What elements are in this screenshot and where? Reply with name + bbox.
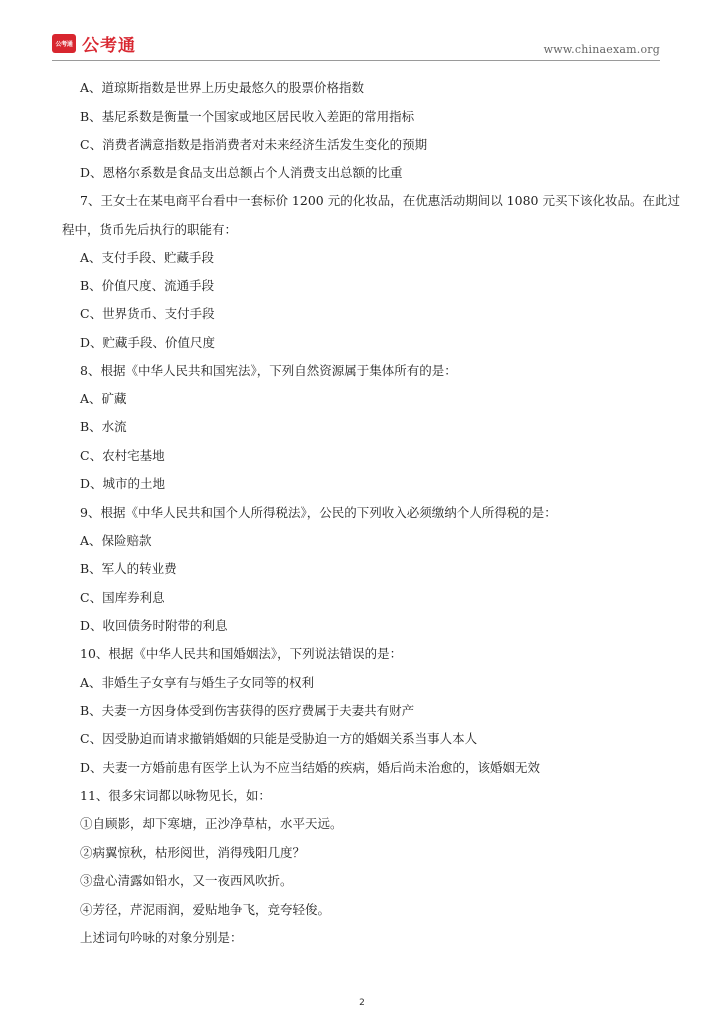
option-line: C、农村宅基地 (80, 448, 165, 463)
option-line: B、基尼系数是衡量一个国家或地区居民收入差距的常用指标 (80, 109, 415, 124)
option-line: D、城市的土地 (80, 476, 166, 491)
option-line: A、矿藏 (80, 391, 127, 406)
question-line: 上述词句吟咏的对象分别是： (80, 930, 243, 945)
option-line: B、水流 (80, 419, 127, 434)
option-line: B、夫妻一方因身体受到伤害获得的医疗费属于夫妻共有财产 (80, 703, 415, 718)
option-line: A、非婚生子女享有与婚生子女同等的权利 (80, 675, 315, 690)
page-number: 2 (359, 998, 365, 1008)
logo-text: 公考通 (82, 35, 136, 56)
question-line: 8、根据《中华人民共和国宪法》，下列自然资源属于集体所有的是： (80, 363, 457, 378)
option-line: C、世界货币、支付手段 (80, 306, 215, 321)
option-line: D、恩格尔系数是食品支出总额占个人消费支出总额的比重 (80, 165, 403, 180)
logo (52, 33, 136, 56)
header-divider (52, 60, 660, 61)
option-line: C、因受胁迫而请求撤销婚姻的只能是受胁迫一方的婚姻关系当事人本人 (80, 731, 478, 746)
option-line: D、夫妻一方婚前患有医学上认为不应当结婚的疾病，婚后尚未治愈的，该婚姻无效 (80, 760, 541, 775)
option-line: A、保险赔款 (80, 533, 152, 548)
question-line: 9、根据《中华人民共和国个人所得税法》，公民的下列收入必须缴纳个人所得税的是： (80, 505, 557, 520)
poem-line: ④芳径，芹泥雨润，爱贴地争飞，竞夸轻俊。 (80, 902, 331, 917)
poem-line: ①自顾影，却下寒塘，正沙净草枯，水平天远。 (80, 816, 343, 831)
option-line: D、贮藏手段、价值尺度 (80, 335, 216, 350)
page-header (0, 0, 724, 62)
question-line: 程中，货币先后执行的职能有： (62, 222, 238, 237)
option-line: C、国库券利息 (80, 590, 165, 605)
poem-line: ③盘心清露如铅水，又一夜西风吹折。 (80, 873, 293, 888)
question-line: 7、王女士在某电商平台看中一套标价 1200 元的化妆品，在优惠活动期间以 1080 元买下该化妆品。在此过 (80, 193, 680, 208)
question-line: 11、很多宋词都以咏物见长，如： (80, 788, 271, 803)
poem-line: ②病翼惊秋，枯形阅世，消得残阳几度？ (80, 845, 306, 860)
option-line: B、军人的转业费 (80, 561, 177, 576)
option-line: A、道琼斯指数是世界上历史最悠久的股票价格指数 (80, 80, 365, 95)
site-url: www.chinaexam.org (543, 43, 660, 56)
option-line: A、支付手段、贮藏手段 (80, 250, 215, 265)
question-line: 10、根据《中华人民共和国婚姻法》，下列说法错误的是： (80, 646, 403, 661)
option-line: C、消费者满意指数是指消费者对未来经济生活发生变化的预期 (80, 137, 428, 152)
option-line: B、价值尺度、流通手段 (80, 278, 215, 293)
option-line: D、收回债务时附带的利息 (80, 618, 228, 633)
logo-badge: 公考通 (52, 34, 76, 53)
